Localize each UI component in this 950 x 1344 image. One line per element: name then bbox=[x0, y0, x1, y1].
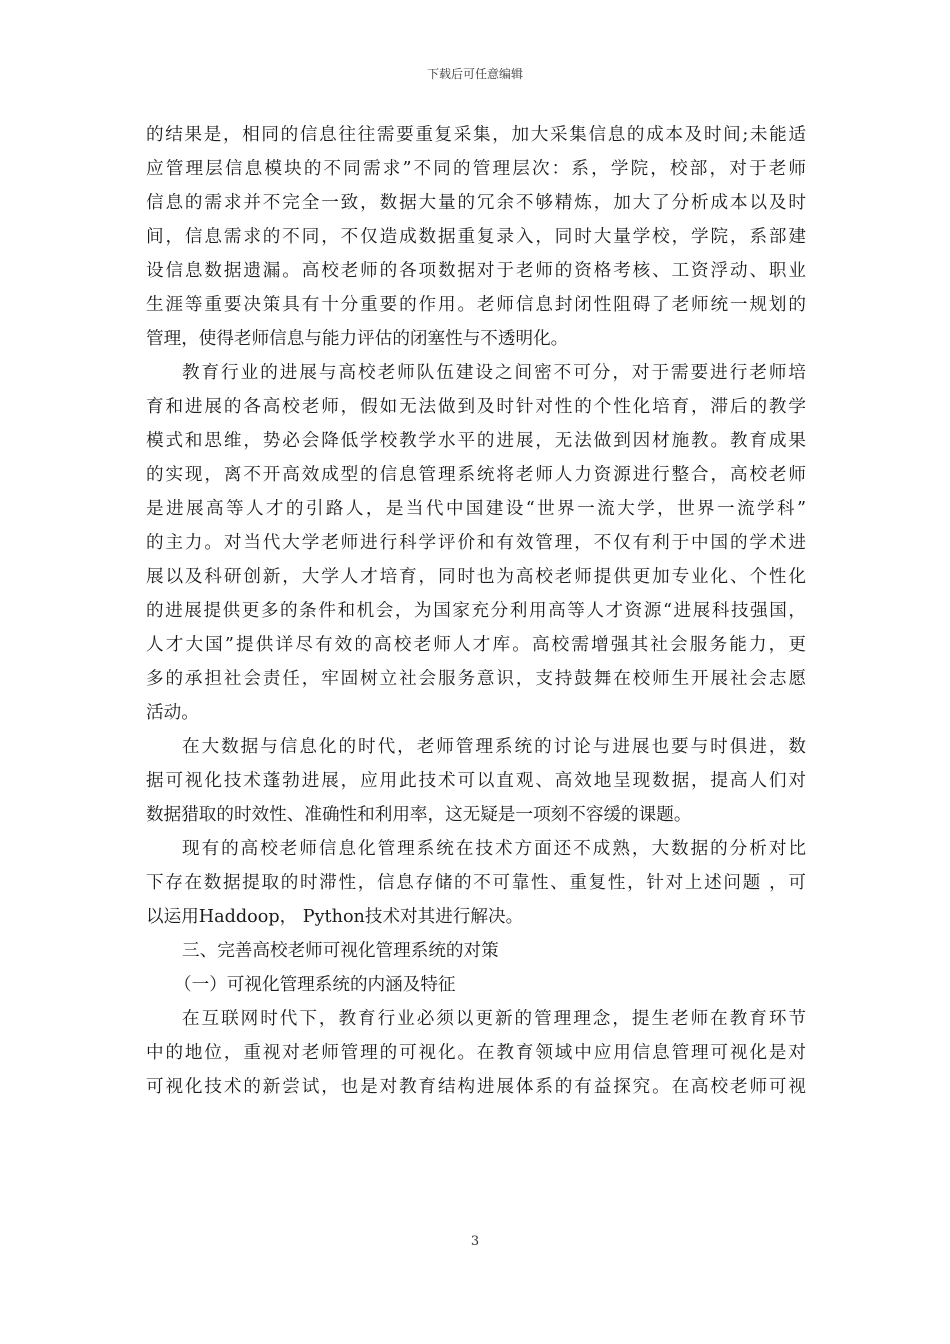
text-line: 人才大国”提供详尽有效的高校老师人才库。高校需增强其社会服务能力，更 bbox=[146, 635, 806, 655]
page-number: 3 bbox=[470, 1234, 480, 1249]
text-line: 展以及科研创新，大学人才培育，同时也为高校老师提供更加专业化、个性化 bbox=[146, 567, 806, 587]
text-line: 设信息数据遗漏。高校老师的各项数据对于老师的资格考核、工资浮动、职业 bbox=[146, 261, 806, 281]
text-line: 下存在数据提取的时滞性，信息存储的不可靠性、重复性，针对上述问题 ，可 bbox=[146, 873, 806, 893]
text-line: 的主力。对当代大学老师进行科学评价和有效管理，不仅有利于中国的学术进 bbox=[146, 533, 806, 553]
text-line: 数据猎取的时效性、准确性和利用率，这无疑是一项刻不容缓的课题。 bbox=[146, 805, 692, 825]
text-line: 信息的需求并不完全一致，数据大量的冗余不够精炼，加大了分析成本以及时 bbox=[146, 193, 806, 213]
text-line: 应管理层信息模块的不同需求”不同的管理层次：系，学院，校部，对于老师 bbox=[146, 159, 806, 179]
text-line: 在大数据与信息化的时代，老师管理系统的讨论与进展也要与时俱进，数 bbox=[182, 737, 806, 757]
section-heading: 三、完善高校老师可视化管理系统的对策 bbox=[182, 941, 499, 961]
text-line: 在互联网时代下，教育行业必须以更新的管理理念，提生老师在教育环节 bbox=[182, 1009, 806, 1029]
text-line: 间，信息需求的不同，不仅造成数据重复录入，同时大量学校，学院，系部建 bbox=[146, 227, 806, 247]
text-line: 管理，使得老师信息与能力评估的闭塞性与不透明化。 bbox=[146, 329, 569, 349]
text-line: 育和进展的各高校老师，假如无法做到及时针对性的个性化培育，滞后的教学 bbox=[146, 397, 806, 417]
document-body bbox=[146, 118, 806, 1104]
text-line: 的实现，离不开高效成型的信息管理系统将老师人力资源进行整合，高校老师 bbox=[146, 465, 806, 485]
text-line: 模式和思维，势必会降低学校教学水平的进展，无法做到因材施教。教育成果 bbox=[146, 431, 806, 451]
text-line: 中的地位，重视对老师管理的可视化。在教育领域中应用信息管理可视化是对 bbox=[146, 1043, 806, 1063]
text-line: 生涯等重要决策具有十分重要的作用。老师信息封闭性阻碍了老师统一规划的 bbox=[146, 295, 806, 315]
text-line: 可视化技术的新尝试，也是对教育结构进展体系的有益探究。在高校老师可视 bbox=[146, 1077, 806, 1097]
text-line: 的结果是，相同的信息往往需要重复采集，加大采集信息的成本及时间;未能适 bbox=[146, 125, 806, 145]
text-line: 以运用Haddoop， Python技术对其进行解决。 bbox=[146, 907, 524, 927]
text-line: 现有的高校老师信息化管理系统在技术方面还不成熟，大数据的分析对比 bbox=[182, 839, 806, 859]
text-line: 活动。 bbox=[146, 703, 199, 723]
text-line: 是进展高等人才的引路人，是当代中国建设“世界一流大学，世界一流学科” bbox=[146, 499, 806, 519]
text-line: 的进展提供更多的条件和机会，为国家充分利用高等人才资源“进展科技强国， bbox=[146, 601, 806, 621]
page-header: 下载后可任意编辑 bbox=[426, 67, 523, 81]
subsection-heading: （一）可视化管理系统的内涵及特征 bbox=[174, 975, 456, 995]
text-line: 多的承担社会责任，牢固树立社会服务意识，支持鼓舞在校师生开展社会志愿 bbox=[146, 669, 806, 689]
text-line: 教育行业的进展与高校老师队伍建设之间密不可分，对于需要进行老师培 bbox=[182, 363, 806, 383]
text-line: 据可视化技术蓬勃进展，应用此技术可以直观、高效地呈现数据，提高人们对 bbox=[146, 771, 806, 791]
